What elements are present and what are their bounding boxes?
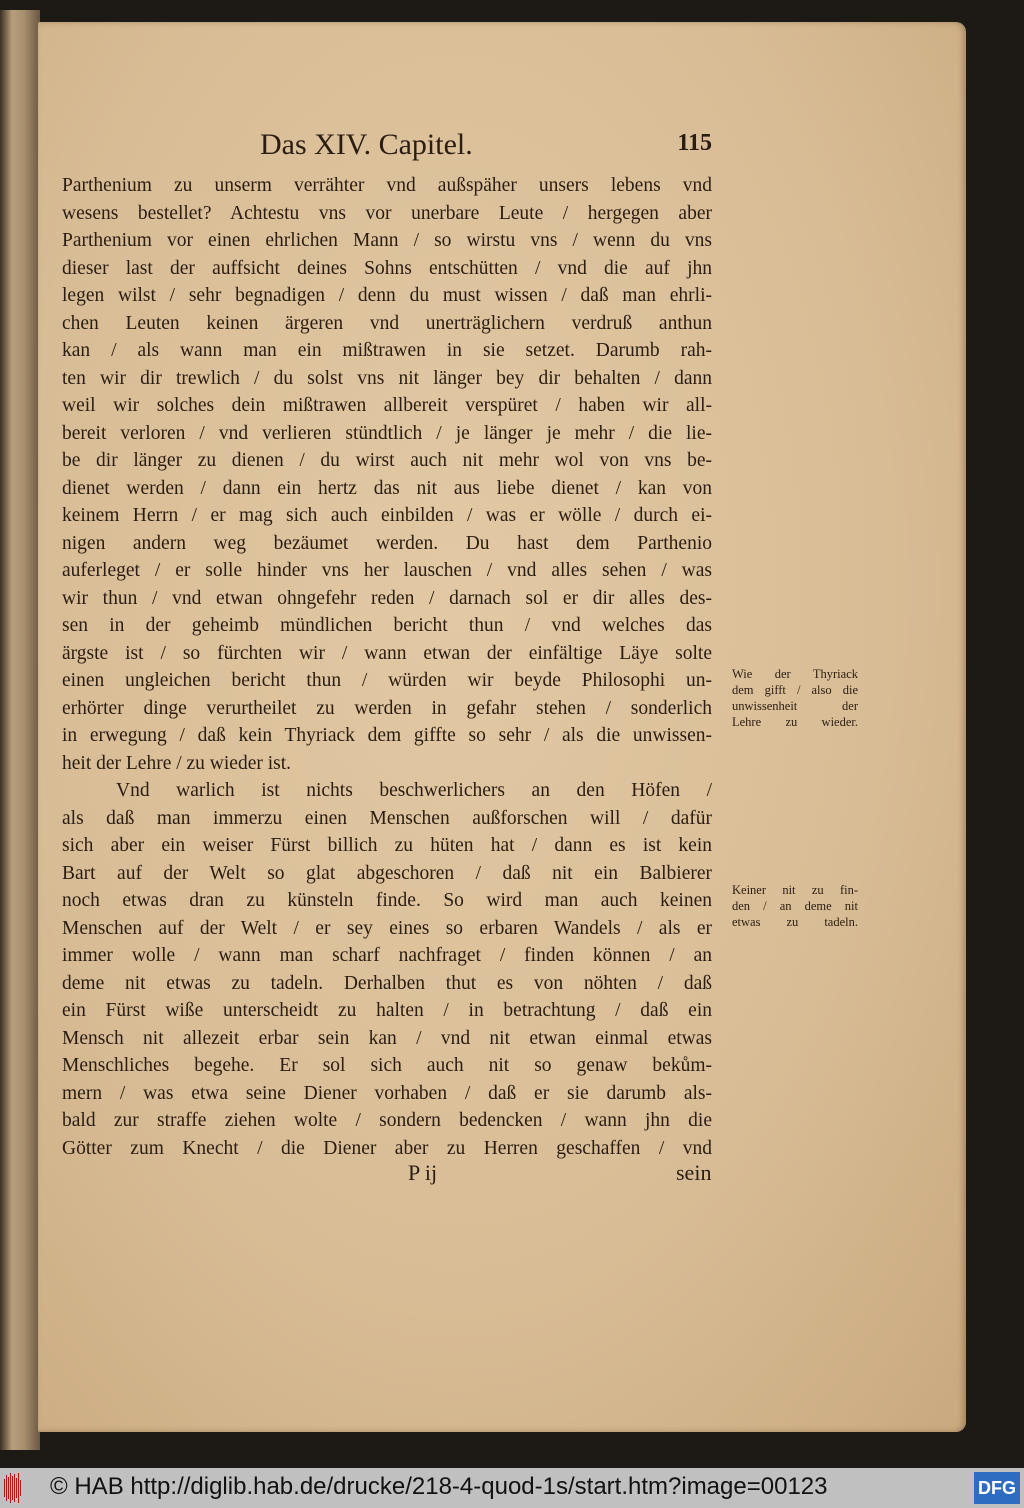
text-line: weil wir solches dein mißtrawen allbereit verspüret / haben wir all- — [62, 395, 712, 416]
text-line: nigen andern weg bezäumet werden. Du hast dem Parthenio — [62, 532, 712, 554]
page-number: 115 — [677, 130, 712, 156]
text-line: ten wir dir trewlich / du solst vns nit länger bey dir behalten / dann — [62, 367, 712, 389]
text-line: be dir länger zu dienen / du wirst auch nit mehr wol von vns be- — [62, 450, 712, 471]
text-line: mern / was etwa seine Diener vorhaben / daß er sie darumb als- — [62, 1082, 712, 1104]
margin-note-line: den / an deme nit — [732, 899, 858, 913]
text-line: sich aber ein weiser Fürst billich zu hüten hat / dann es ist kein — [62, 835, 712, 856]
text-line: erhörter dinge verurtheilet zu werden in gefahr stehen / sonderlich — [62, 697, 712, 719]
previous-page-edge — [0, 10, 40, 1450]
text-line: deme nit etwas zu tadeln. Derhalben thut es von nöhten / daß — [62, 972, 712, 994]
margin-note-line: dem gifft / also die — [732, 683, 858, 697]
text-line: ein Fürst wiße unterscheidt zu halten / in betrachtung / daß ein — [62, 1000, 712, 1021]
text-line: chen Leuten keinen ärgeren vnd unerträglichern verdruß anthun — [62, 312, 712, 334]
text-line: auferleget / er solle hinder vns her lauschen / vnd alles sehen / was — [62, 560, 712, 581]
text-line: wesens bestellet? Achtestu vns vor unerbare Leute / hergegen aber — [62, 202, 712, 224]
text-line: in erwegung / daß kein Thyriack dem giffte so sehr / als die unwissen- — [62, 725, 712, 746]
footer-bar — [0, 1468, 1024, 1508]
text-line: noch etwas dran zu künsteln finde. So wird man auch keinen — [62, 890, 712, 911]
running-header — [60, 128, 712, 162]
text-line: Götter zum Knecht / die Diener aber zu Herren geschaffen / vnd — [62, 1137, 712, 1159]
text-line: Bart auf der Welt so glat abgeschoren / daß nit ein Balbierer — [62, 862, 712, 884]
copyright-link[interactable]: © HAB http://diglib.hab.de/drucke/218-4-quod-1s/start.htm?image=00123 — [50, 1473, 828, 1500]
margin-note-line: Lehre zu wieder. — [732, 715, 858, 729]
dfg-logo: DFG — [974, 1472, 1020, 1504]
text-line: dienet werden / dann ein hertz das nit aus liebe dienet / kan von — [62, 477, 712, 499]
text-line: einen ungleichen bericht thun / würden wir beyde Philosophi un- — [62, 670, 712, 691]
text-line: sen in der geheimb mündlichen bericht thun / vnd welches das — [62, 615, 712, 636]
body-text — [62, 172, 712, 1162]
text-line: kan / als wann man ein mißtrawen in sie setzet. Darumb rah- — [62, 340, 712, 361]
margin-note-line: unwissenheit der — [732, 699, 858, 713]
hab-logo-icon — [4, 1472, 24, 1504]
margin-note-line: Wie der Thyriack — [732, 667, 858, 681]
text-line: dieser last der auffsicht deines Sohns entschütten / vnd die auf jhn — [62, 257, 712, 279]
text-line: als daß man immerzu einen Menschen außforschen will / dafür — [62, 807, 712, 829]
signature-mark: P ij — [408, 1160, 438, 1185]
margin-note — [732, 882, 858, 930]
text-line: bald zur straffe ziehen wolte / sondern bedencken / wann jhn die — [62, 1110, 712, 1131]
catchword: sein — [676, 1160, 712, 1185]
text-line: Menschen auf der Welt / er sey eines so erbaren Wandels / als er — [62, 917, 712, 939]
text-line: bereit verloren / vnd verlieren stündtlich / je länger je mehr / die lie- — [62, 422, 712, 444]
margin-note-line: Keiner nit zu fin- — [732, 883, 858, 897]
text-line: Parthenium vor einen ehrlichen Mann / so wirstu vns / wenn du vns — [62, 230, 712, 251]
text-line: Menschliches begehe. Er sol sich auch nit so genaw bekům- — [62, 1055, 712, 1076]
text-line: immer wolle / wann man scharf nachfraget / finden können / an — [62, 945, 712, 966]
text-line: Mensch nit allezeit erbar sein kan / vnd nit etwan einmal etwas — [62, 1027, 712, 1049]
chapter-title: Das XIV. Capitel. — [260, 128, 473, 161]
text-line: heit der Lehre / zu wieder ist. — [62, 752, 292, 774]
margin-note — [732, 666, 858, 730]
text-line: wir thun / vnd etwan ohngefehr reden / darnach sol er dir alles des- — [62, 587, 712, 609]
text-line: Parthenium zu unserm verrähter vnd außspäher unsers lebens vnd — [62, 175, 712, 196]
text-line: ärgste ist / so fürchten wir / wann etwan der einfältige Läye solte — [62, 642, 712, 664]
margin-note-line: etwas zu tadeln. — [732, 915, 858, 929]
text-line: Vnd warlich ist nichts beschwerlichers an den Höfen / — [116, 780, 712, 801]
text-line: keinem Herrn / er mag sich auch einbilden / was er wölle / durch ei- — [62, 505, 712, 526]
text-line: legen wilst / sehr begnadigen / denn du must wissen / daß man ehrli- — [62, 285, 712, 306]
